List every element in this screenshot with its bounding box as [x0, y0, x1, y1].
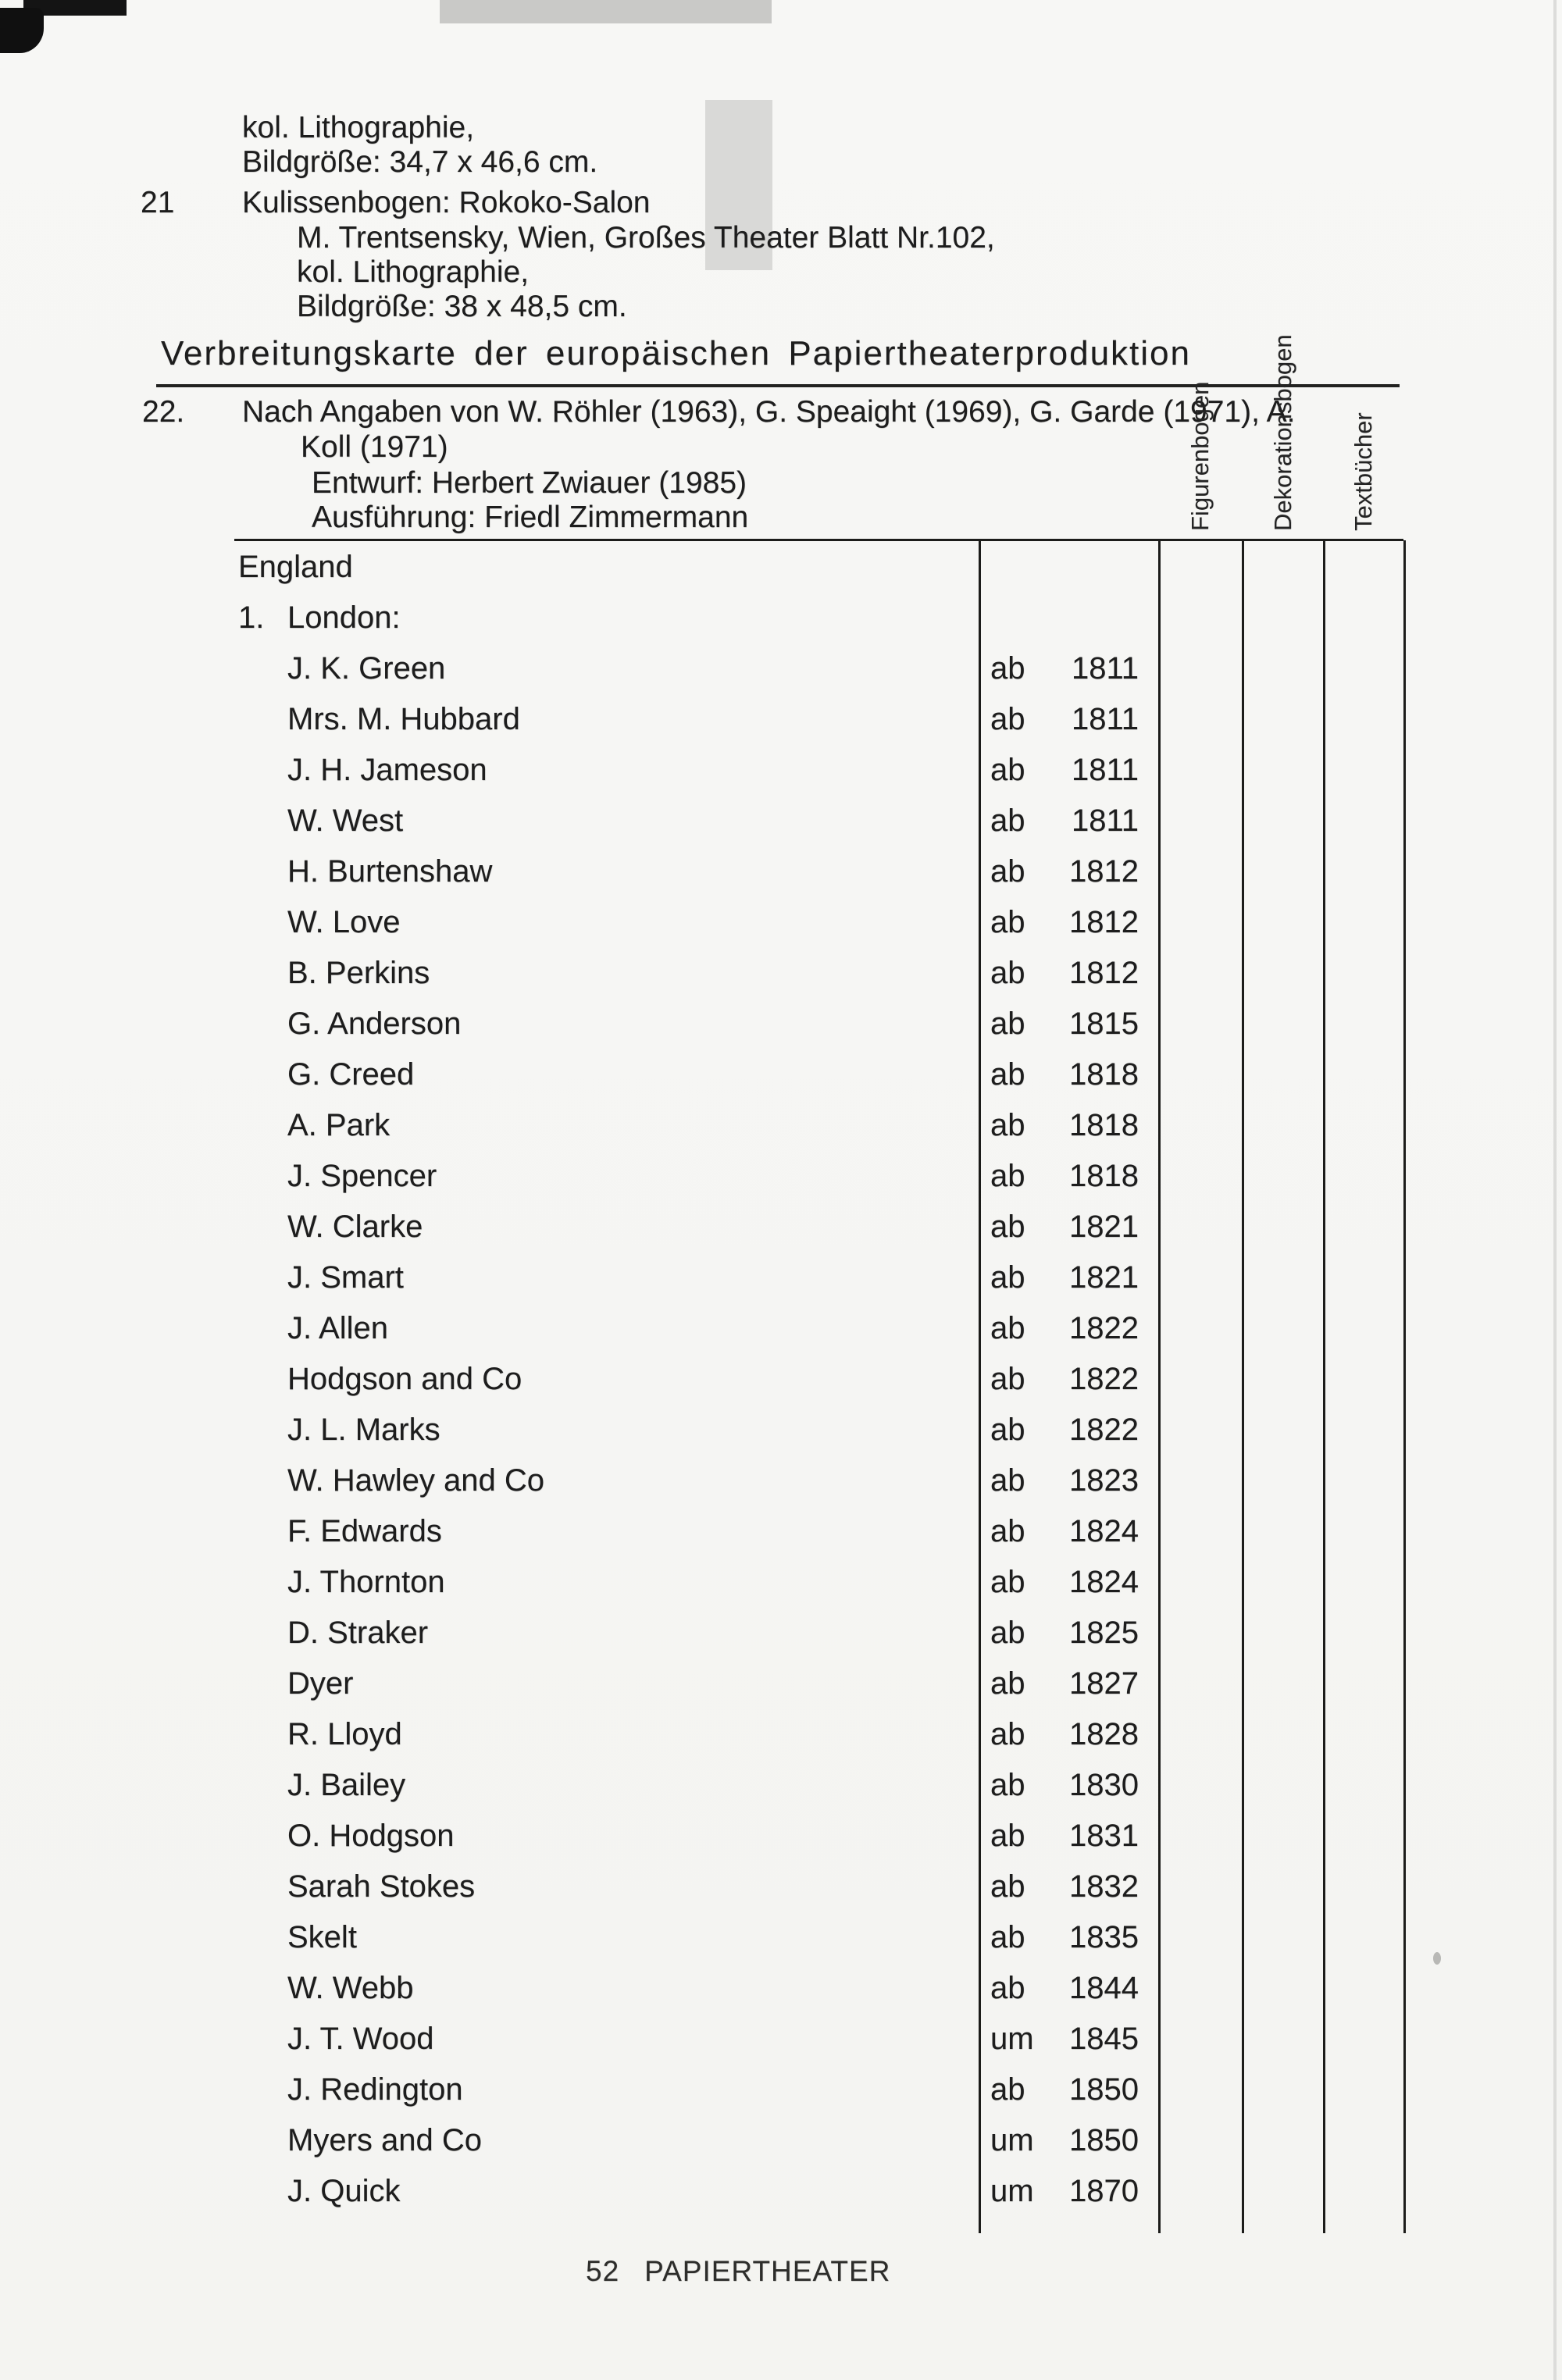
- period-qualifier: ab: [990, 1159, 1025, 1193]
- period-qualifier: ab: [990, 753, 1025, 787]
- start-year: 1832: [1069, 1869, 1139, 1904]
- table-row: [234, 1507, 1406, 1558]
- start-year: 1831: [1069, 1819, 1139, 1853]
- entry-text-line: Bildgröße: 34,7 x 46,6 cm.: [242, 145, 598, 179]
- period-qualifier: ab: [990, 1666, 1025, 1701]
- table-row: [234, 2015, 1406, 2065]
- producer-name: W. West: [287, 803, 404, 838]
- period-qualifier: ab: [990, 803, 1025, 838]
- start-year: 1815: [1069, 1007, 1139, 1041]
- page-number: 52: [586, 2255, 620, 2287]
- table-row: [234, 1355, 1406, 1406]
- period-qualifier: ab: [990, 1463, 1025, 1498]
- producer-name: J. Thornton: [287, 1565, 445, 1599]
- city-name: London:: [287, 600, 401, 635]
- period-qualifier: ab: [990, 702, 1025, 736]
- entry-text-line: M. Trentsensky, Wien, Großes Theater Blatt Nr.102,: [297, 221, 995, 255]
- table-row: [234, 1406, 1406, 1456]
- period-qualifier: ab: [990, 854, 1025, 889]
- period-qualifier: um: [990, 2022, 1034, 2056]
- producer-name: B. Perkins: [287, 956, 430, 990]
- producer-name: Dyer: [287, 1666, 354, 1701]
- scan-artifact-gray-strip: [440, 0, 772, 23]
- start-year: 1818: [1069, 1159, 1139, 1193]
- start-year: 1821: [1069, 1260, 1139, 1295]
- start-year: 1821: [1069, 1210, 1139, 1244]
- period-qualifier: ab: [990, 1362, 1025, 1396]
- producer-name: J. Smart: [287, 1260, 404, 1295]
- entry-text-line: Bildgröße: 38 x 48,5 cm.: [297, 290, 627, 323]
- start-year: 1850: [1069, 2072, 1139, 2107]
- start-year: 1811: [1071, 651, 1139, 686]
- table-row: [234, 746, 1406, 796]
- start-year: 1870: [1069, 2174, 1139, 2208]
- period-qualifier: ab: [990, 1920, 1025, 1954]
- footer-title: PAPIERTHEATER: [644, 2255, 891, 2287]
- period-qualifier: ab: [990, 1057, 1025, 1092]
- table-row: [234, 847, 1406, 898]
- table-row: [234, 1253, 1406, 1304]
- producer-name: Hodgson and Co: [287, 1362, 522, 1396]
- table-row: [234, 695, 1406, 746]
- start-year: 1830: [1069, 1768, 1139, 1802]
- producer-name: J. Bailey: [287, 1768, 406, 1802]
- producer-name: R. Lloyd: [287, 1717, 402, 1751]
- column-header-textbuecher: Textbücher: [1350, 412, 1377, 531]
- period-qualifier: um: [990, 2174, 1034, 2208]
- table-row: [234, 1304, 1406, 1355]
- producer-name: J. Quick: [287, 2174, 401, 2208]
- start-year: 1812: [1069, 905, 1139, 939]
- scan-artifact-black-blob: [0, 8, 44, 53]
- start-year: 1835: [1069, 1920, 1139, 1954]
- entry-text-line: kol. Lithographie,: [297, 255, 530, 289]
- country-row: [234, 543, 1406, 593]
- period-qualifier: ab: [990, 1819, 1025, 1853]
- entry-22-number: 22.: [142, 395, 185, 429]
- period-qualifier: ab: [990, 1768, 1025, 1802]
- start-year: 1825: [1069, 1616, 1139, 1650]
- table-row: [234, 1050, 1406, 1101]
- producer-name: Skelt: [287, 1920, 357, 1954]
- producer-name: W. Clarke: [287, 1210, 423, 1244]
- table-row: [234, 1558, 1406, 1609]
- producer-name: W. Love: [287, 905, 401, 939]
- start-year: 1811: [1071, 803, 1139, 838]
- table-row: [234, 1964, 1406, 2015]
- period-qualifier: um: [990, 2123, 1034, 2157]
- producer-name: J. L. Marks: [287, 1413, 440, 1447]
- start-year: 1822: [1069, 1311, 1139, 1345]
- table-row: [234, 999, 1406, 1050]
- table-row: [234, 1913, 1406, 1964]
- scan-artifact-speck: [1433, 1952, 1441, 1965]
- period-qualifier: ab: [990, 1869, 1025, 1904]
- section-heading: Verbreitungskarte der europäischen Papiertheaterproduktion: [156, 334, 1400, 387]
- producer-name: A. Park: [287, 1108, 390, 1142]
- start-year: 1823: [1069, 1463, 1139, 1498]
- producer-name: Mrs. M. Hubbard: [287, 702, 520, 736]
- producer-name: J. Redington: [287, 2072, 463, 2107]
- entry-21-number: 21: [141, 186, 175, 219]
- producer-name: J. K. Green: [287, 651, 446, 686]
- page-footer: [586, 2255, 890, 2288]
- start-year: 1828: [1069, 1717, 1139, 1751]
- table-row: [234, 1152, 1406, 1202]
- city-index: 1.: [238, 600, 265, 635]
- producer-name: J. T. Wood: [287, 2022, 434, 2056]
- producer-name: W. Hawley and Co: [287, 1463, 545, 1498]
- period-qualifier: ab: [990, 1311, 1025, 1345]
- period-qualifier: ab: [990, 2072, 1025, 2107]
- entry-22-design-line: Entwurf: Herbert Zwiauer (1985): [312, 466, 747, 500]
- table-row: [234, 1659, 1406, 1710]
- producer-name: J. Allen: [287, 1311, 388, 1345]
- period-qualifier: ab: [990, 956, 1025, 990]
- entry-22-source-line-2: Koll (1971): [301, 430, 448, 464]
- period-qualifier: ab: [990, 1616, 1025, 1650]
- entry-21-title: Kulissenbogen: Rokoko-Salon: [242, 186, 651, 219]
- producer-name: W. Webb: [287, 1971, 414, 2005]
- table-row: [234, 2065, 1406, 2116]
- table-row: [234, 1710, 1406, 1761]
- table-rows: [234, 543, 1406, 2218]
- period-qualifier: ab: [990, 651, 1025, 686]
- period-qualifier: ab: [990, 1007, 1025, 1041]
- start-year: 1845: [1069, 2022, 1139, 2056]
- start-year: 1827: [1069, 1666, 1139, 1701]
- period-qualifier: ab: [990, 1514, 1025, 1548]
- country-name: England: [238, 550, 353, 584]
- start-year: 1812: [1069, 956, 1139, 990]
- table-row: [234, 898, 1406, 949]
- city-row: [234, 593, 1406, 644]
- entry-22-source-line-1: Nach Angaben von W. Röhler (1963), G. Speaight (1969), G. Garde (1971), A.: [242, 395, 1296, 429]
- column-header-figurenbogen: Figurenbogen: [1186, 381, 1214, 531]
- start-year: 1824: [1069, 1514, 1139, 1548]
- producer-name: J. Spencer: [287, 1159, 437, 1193]
- start-year: 1850: [1069, 2123, 1139, 2157]
- entry-22-execution-line: Ausführung: Friedl Zimmermann: [312, 501, 749, 534]
- period-qualifier: ab: [990, 1210, 1025, 1244]
- table-row: [234, 949, 1406, 999]
- table-row: [234, 1456, 1406, 1507]
- producer-name: H. Burtenshaw: [287, 854, 493, 889]
- producer-name: G. Anderson: [287, 1007, 462, 1041]
- production-table: [234, 539, 1406, 2237]
- start-year: 1822: [1069, 1362, 1139, 1396]
- producer-name: J. H. Jameson: [287, 753, 487, 787]
- entry-21-details: [297, 221, 995, 324]
- start-year: 1822: [1069, 1413, 1139, 1447]
- scan-artifact-edge-line: [1553, 0, 1557, 2380]
- table-row: [234, 1812, 1406, 1862]
- table-row: [234, 2167, 1406, 2218]
- start-year: 1818: [1069, 1108, 1139, 1142]
- column-header-dekorationsbogen: Dekorationsbogen: [1269, 334, 1296, 531]
- producer-name: G. Creed: [287, 1057, 415, 1092]
- period-qualifier: ab: [990, 905, 1025, 939]
- table-row: [234, 1202, 1406, 1253]
- start-year: 1811: [1071, 753, 1139, 787]
- table-row: [234, 2116, 1406, 2167]
- table-top-rule: [234, 539, 1403, 541]
- start-year: 1811: [1071, 702, 1139, 736]
- period-qualifier: ab: [990, 1413, 1025, 1447]
- period-qualifier: ab: [990, 1260, 1025, 1295]
- producer-name: O. Hodgson: [287, 1819, 455, 1853]
- period-qualifier: ab: [990, 1108, 1025, 1142]
- period-qualifier: ab: [990, 1971, 1025, 2005]
- start-year: 1844: [1069, 1971, 1139, 2005]
- producer-name: F. Edwards: [287, 1514, 442, 1548]
- table-row: [234, 1862, 1406, 1913]
- producer-name: Myers and Co: [287, 2123, 482, 2157]
- table-row: [234, 1101, 1406, 1152]
- entry-20-continuation: [242, 111, 597, 180]
- table-row: [234, 1761, 1406, 1812]
- table-row: [234, 1609, 1406, 1659]
- entry-text-line: kol. Lithographie,: [242, 111, 475, 144]
- start-year: 1818: [1069, 1057, 1139, 1092]
- table-row: [234, 796, 1406, 847]
- table-row: [234, 644, 1406, 695]
- start-year: 1824: [1069, 1565, 1139, 1599]
- producer-name: D. Straker: [287, 1616, 429, 1650]
- period-qualifier: ab: [990, 1717, 1025, 1751]
- start-year: 1812: [1069, 854, 1139, 889]
- producer-name: Sarah Stokes: [287, 1869, 476, 1904]
- period-qualifier: ab: [990, 1565, 1025, 1599]
